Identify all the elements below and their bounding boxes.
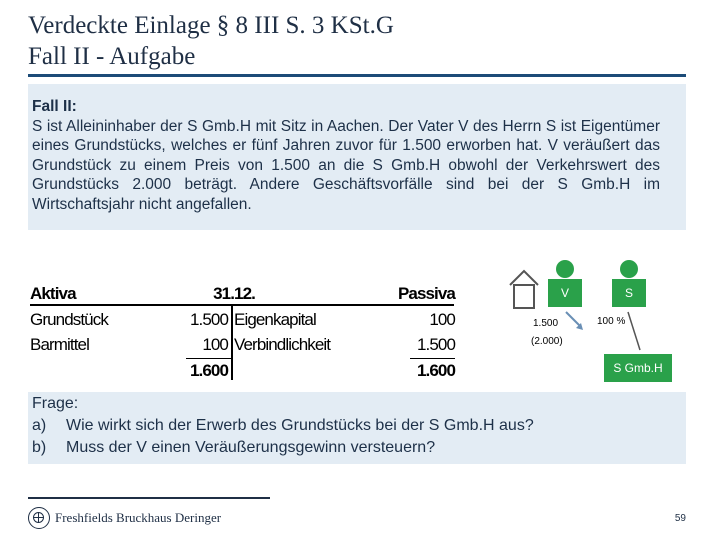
company-box: S Gmb.H	[604, 354, 672, 382]
row2-right-label: Verbindlichkeit	[234, 335, 331, 354]
case-heading: Fall II:	[32, 98, 77, 115]
aktiva-label: Aktiva	[30, 284, 76, 303]
question-heading: Frage:	[32, 395, 79, 412]
market-value-label: (2.000)	[531, 336, 563, 347]
row2-right-value: 1.500	[416, 335, 455, 354]
question-b-label: b)	[32, 439, 47, 456]
title-underline	[28, 74, 686, 77]
question-a-text: Wie wirkt sich der Erwerb des Grundstücks bei der S Gmb.H aus?	[66, 417, 534, 434]
row1-left-value: 1.500	[189, 310, 228, 329]
row2-left-value: 100	[202, 335, 228, 354]
person-v-head-icon	[556, 260, 574, 278]
ownership-share-label: 100 %	[597, 316, 626, 327]
price-label: 1.500	[533, 318, 559, 329]
title-line-2: Fall II - Aufgabe	[28, 43, 196, 70]
question-b-text: Muss der V einen Veräußerungsgewinn versteuern?	[66, 439, 436, 456]
ownership-line	[628, 312, 640, 350]
question-block	[32, 393, 534, 459]
total-left: 1.600	[189, 361, 228, 380]
title-line-1: Verdeckte Einlage § 8 III S. 3 KSt.G	[28, 12, 394, 39]
row1-left-label: Grundstück	[30, 310, 108, 329]
question-b	[32, 437, 534, 459]
person-s-head-icon	[620, 260, 638, 278]
freshfields-logo-icon	[28, 507, 50, 529]
sum-line-right	[410, 358, 455, 359]
balance-date: 31.12.	[213, 284, 255, 303]
person-s-box: S	[612, 279, 646, 307]
header-divider	[30, 304, 454, 306]
case-body: S ist Alleininhaber der S Gmb.H mit Sitz in Aachen. Der Vater V des Herrn S ist Eigentümer eines Grundstücks, welches er fünf Jahren zuvor für 1.500 erworben hat. V veräußert das Grundstück zu einem Preis von 1.500 an die S Gmb.H obwohl der Verkehrswert des Grundstücks 2.000 beträgt. Andere Geschäftsvorfälle sind bei der S Gmb.H im Wirtschaftsjahr nicht angefallen.	[32, 117, 660, 213]
house-icon	[510, 271, 538, 308]
relationship-diagram	[500, 250, 710, 390]
case-description	[32, 97, 660, 214]
firm-name: Freshfields Bruckhaus Deringer	[55, 510, 222, 525]
total-right: 1.600	[416, 361, 455, 380]
person-v-box: V	[548, 279, 582, 307]
center-divider	[231, 304, 233, 380]
row2-left-label: Barmittel	[30, 335, 89, 354]
question-a-label: a)	[32, 417, 47, 434]
footer-rule	[28, 497, 270, 499]
sum-line-left	[186, 358, 231, 359]
row1-right-label: Eigenkapital	[234, 310, 316, 329]
title-text	[28, 10, 394, 72]
arrow-icon	[566, 312, 583, 330]
page-number: 59	[674, 513, 686, 524]
question-a	[32, 415, 534, 437]
row1-right-value: 100	[429, 310, 455, 329]
passiva-label: Passiva	[397, 284, 455, 303]
